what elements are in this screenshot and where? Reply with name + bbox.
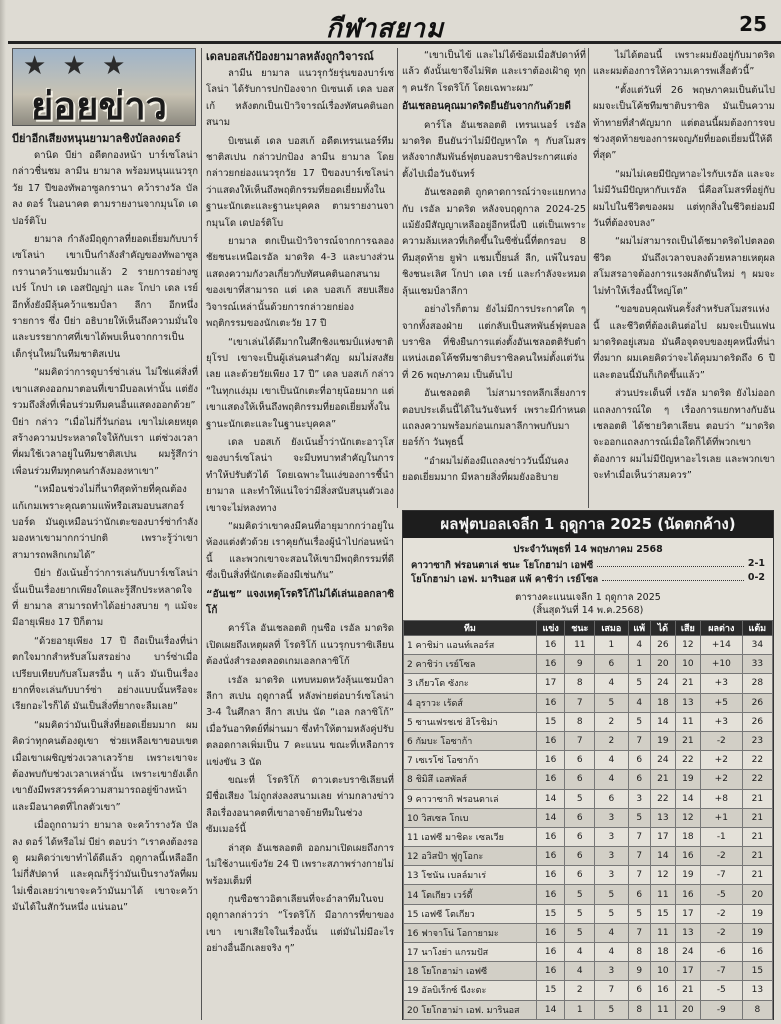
standings-column-header: ทีม [404,621,537,636]
article-paragraph: “เหมือนช่วงไม่กี่นาทีสุดท้ายที่คุณต้องแก้เกมเพราะคุณตามแพ้หรือเสมอบนสกอร์บอร์ด มันดูเหมือนว่านักเตะของบาร์ซ่ากำลังมองหาเขามากกว่าปกติ เพราะรู้ว่าเขาสามารถพลิกเกมได้” [12,484,198,561]
article-paragraph: “ผมไม่เคยมีปัญหาอะไรกับเรอัล และจะไม่มีวันมีปัญหากับเรอัล นี่คือสโมสรที่อยู่กับผมไปในชีวิตของผม แต่ทุกสิ่งในชีวิตย่อมมีวันที่ต้องจบลง” [593,168,775,230]
standings-stat-cell: 5 [565,904,595,923]
standings-stat-cell: +3 [700,712,742,731]
standings-stat-cell: 16 [536,962,565,981]
standings-heading [403,591,773,617]
standings-stat-cell: 9 [628,962,650,981]
article-paragraph: “ตั้งแต่วันที่ 26 พฤษภาคมเป็นต้นไป ผมจะเป็นโค้ชทีมชาติบราซิล มันเป็นความท้าทายที่สำคัญมาก แต่ตอนนี้ผมต้องการจบช่วงสุดท้ายของการผจญภัยที่ยอดเยี่ยมนี้ให้ดีที่สุด” [593,84,775,162]
standings-stat-cell: -9 [700,1000,742,1019]
article-paragraph: คาร์โล อันเชลอตติ กุนซือ เรอัล มาดริด เปิดเผยถึงเหตุผลที่ โรดริโก้ แนวรุกบราซิเลียน ต้องนั่งสำรองตลอดเกมเอลกลาซิโก้ [206,623,394,668]
article-villa-on-yamal [12,130,198,1022]
standings-stat-cell: 11 [650,923,675,942]
standings-stat-cell: 11 [650,885,675,904]
standings-stat-cell: 6 [628,981,650,1000]
standings-stat-cell: 17 [675,962,700,981]
standings-stat-cell: 15 [536,712,565,731]
standings-stat-cell: 22 [742,770,772,789]
match-teams: โยโกฮาม่า เอฟ. มารินอส แพ้ คาชิว่า เรย์โซล [411,574,599,585]
article-paragraph: อันเชลอตติ ไม่สามารถหลีกเลี่ยงการตอบประเด็นนี้ได้ในวันจันทร์ เพราะมีกำหนดแถลงความพร้อมก่อนเกมลาลีกาพบกับมายอร์ก้า วันพุธนี้ [402,388,586,449]
article-ancelotti-leaves [402,48,586,506]
standings-row [404,655,773,674]
standings-stat-cell: 3 [628,789,650,808]
article-paragraph: ไม่ได้ตอนนี้ เพราะผมยังอยู่กับมาดริด และผมต้องการให้ความเคารพเสื้อตัวนี้” [593,50,775,78]
article-paragraph: “เขาเป็นไข้ และไม่ได้ซ้อมเมื่อสัปดาห์ที่แล้ว ดังนั้นเขาจึงไม่ฟิต และเราต้องเฝ้าดู ทุก ๆ คนรัก โรดริโก้ โดยเฉพาะผม” [402,50,586,94]
standings-stat-cell: 6 [565,808,595,827]
standings-stat-cell: 24 [675,943,700,962]
article-paragraph: เรอัล มาดริด แทบหมดหวังลุ้นแชมป์ลา ลีกา สเปน ฤดูกาลนี้ หลังพ่ายต่อบาร์เซโลน่า 3-4 ในศึกลา ลีกา สเปน นัด “เอล กลาซิโก้” เมื่อวันอาทิตย์ที่ผ่านมา ซึ่งทำให้ตามหลังคู่ปรับตลอดกาลเพิ่มเป็น 7 คะแนน ขณะที่เหลือการแข่งขัน 3 นัด [206,674,394,768]
standings-stat-cell: 21 [742,847,772,866]
article-paragraph: “ขอขอบคุณพันครั้งสำหรับสโมสรแห่งนี้ และชีวิตที่ต้องเดินต่อไป ผมจะเป็นแฟนมาดริดอยู่เสมอ มันคือจุดจบของยุคหนึ่งที่น่าทึ่งมาก ผมเคยคิดว่าจะได้คุมมาดริดถึง 6 ปี และตอนนี้มันก็เกิดขึ้นแล้ว” [593,304,775,381]
article-paragraph: เดล บอสเก้ ยังเน้นย้ำว่านักเตะอาวุโสของบาร์เซโลน่า จะมีบทบาทสำคัญในการทำให้ปรับตัวได้ โดยเฉพาะในแง่ของการชี้นำยามาล และทำให้แน่ใจว่ามีสิ่งสนับสนุนตัวเองเขาจะไม่หลงทาง [206,436,394,514]
standings-stat-cell: -2 [700,923,742,942]
standings-stat-cell: 7 [565,693,595,712]
standings-stat-cell: 6 [565,751,595,770]
standings-stat-cell: +14 [700,636,742,655]
standings-stat-cell: 16 [536,866,565,885]
standings-team-cell: 13 โชนัน เบลล์มาเร่ [404,866,537,885]
article-paragraph: ขณะที่ โรดริโก้ ดาวเตะบราซิเลียนที่มีชื่อเสียง ไม่ถูกส่งลงสนามเลย ท่ามกลางข่าวลือเรื่องอนาคตที่เขาอาจย้ายทีมในช่วงซัมเมอร์นี้ [206,775,394,836]
standings-stat-cell: +2 [700,770,742,789]
standings-stat-cell: 18 [675,827,700,846]
results-title: ผลฟุตบอลเจลีก 1 ฤดูกาล 2025 (นัดตกค้าง) [403,511,773,538]
standings-stat-cell: 14 [650,847,675,866]
standings-stat-cell: -2 [700,904,742,923]
standings-stat-cell: 17 [536,674,565,693]
standings-stat-cell: 6 [628,770,650,789]
standings-team-cell: 2 คาชิว่า เรย์โซล [404,655,537,674]
standings-stat-cell: 4 [565,962,595,981]
standings-subtitle: (สิ้นสุดวันที่ 14 พ.ค.2568) [532,605,644,616]
standings-stat-cell: 16 [536,770,565,789]
standings-stat-cell: 2 [565,981,595,1000]
standings-stat-cell: 3 [595,808,628,827]
standings-team-cell: 1 คาชิม่า แอนท์เลอร์ส [404,636,537,655]
standings-team-cell: 5 ซานเฟรชเช่ ฮิโรชิม่า [404,712,537,731]
standings-row [404,827,773,846]
page-binding-shadow [0,0,6,1024]
standings-stat-cell: 21 [650,770,675,789]
standings-stat-cell: 11 [650,1000,675,1019]
standings-body [404,636,773,1020]
standings-stat-cell: 5 [595,1000,628,1019]
standings-stat-cell: 16 [742,943,772,962]
standings-stat-cell: 4 [628,636,650,655]
standings-team-cell: 10 วิสเซล โกเบ [404,808,537,827]
standings-stat-cell: 1 [595,636,628,655]
article-paragraph: “ผมไม่สามารถเป็นได้ชมาดริดไปตลอดชีวิต มันถึงเวลาจบลงด้วยหลายเหตุผล สโมสรอาจต้องการแรงผลักดันใหม่ ๆ ผมจะไม่ทำให้เรื่องนี้ใหญ่โต” [593,236,775,297]
standings-stat-cell: 3 [595,866,628,885]
standings-stat-cell: +1 [700,808,742,827]
standings-stat-cell: 20 [675,1000,700,1019]
standings-row [404,674,773,693]
standings-stat-cell: 13 [675,923,700,942]
article-paragraph: “อำผมไม่ต้องมีแถลงข่าววันนี้มันคงยอดเยี่ยมมาก มีหลายสิ่งที่ผมยังอธิบาย [402,455,569,484]
standings-stat-cell: 16 [650,981,675,1000]
article-paragraph: ล่าสุด อันเชลอตติ ออกมาเปิดเผยถึงการไม่ใช้งานแข้งวัย 24 ปี เพราะสภาพร่างกายไม่พร้อมเต็มที่ [206,842,394,887]
standings-stat-cell: 7 [565,731,595,750]
standings-stat-cell: 5 [565,923,595,942]
standings-column-header: ได้ [650,621,675,636]
standings-stat-cell: 15 [536,904,565,923]
article-paragraph: ลามีน ยามาล แนวรุกวัยรุ่นของบาร์เซโลน่า ได้รับการปกป้องจาก บิเซนเต้ เดล บอสเก้ หลังตกเป็นเป้าวิจารณ์เรื่องทัศนคตินอกสนาม [206,68,394,129]
standings-team-cell: 16 ฟาจาโน่ โอกายามะ [404,923,537,942]
standings-stat-cell: 4 [595,770,628,789]
standings-row [404,923,773,942]
standings-stat-cell: 4 [628,693,650,712]
standings-row [404,847,773,866]
section-title: กีฬาสยาม [326,14,444,44]
standings-stat-cell: 6 [595,655,628,674]
news-brief-logo [12,48,196,126]
standings-stat-cell: 13 [742,981,772,1000]
standings-stat-cell: 2 [595,731,628,750]
article-paragraph: คาร์โล อันเชลอตติ เทรนเนอร์ เรอัล มาดริด ยืนยันว่าไม่มีปัญหาใด ๆ กับสโมสรหลังจากสัมพันธ์ฟุตบอลบราซิลประกาศแต่งตั้งไปเมื่อวันจันทร์ [402,119,586,180]
standings-row [404,770,773,789]
page-header [8,6,781,44]
match-score: 0-2 [747,572,765,583]
standings-stat-cell: 7 [628,731,650,750]
standings-stat-cell: 34 [742,636,772,655]
standings-stat-cell: 15 [536,981,565,1000]
standings-stat-cell: 16 [675,847,700,866]
standings-stat-cell: 14 [536,808,565,827]
standings-stat-cell: 16 [536,827,565,846]
standings-stat-cell: 24 [650,751,675,770]
standings-stat-cell: 33 [742,655,772,674]
standings-header-row [404,621,773,636]
standings-stat-cell: -7 [700,962,742,981]
article-paragraph: เมื่อถูกถามว่า ยามาล จะคว้ารางวัล บัลลง ดอร์ ได้หรือไม่ บีย่า ตอบว่า “เราคงต้องรอดู ผมคิดว่าเขาทำได้ดีแล้ว ฤดูกาลนี้เหลืออีกไม่กี่สัปดาห์ และคุณก็รู้ว่ามันเป็นรางวัลที่ผมไม่เชื่อเลยว่าเขาจะคว้ามันมาได้ เขาจะคว้ามันได้ในสักวันหนึ่ง แน่นอน” [12,820,198,914]
standings-stat-cell: 21 [742,827,772,846]
article-paragraph: อันเชลอตติ ถูกคาดการณ์ว่าจะแยกทางกับ เรอัล มาดริด หลังจบฤดูกาล 2024-25 แม้ยังมีสัญญาเหลืออยู่อีกหนึ่งปี แต่เป็นเพราะความล้มเหลวที่เกิดขึ้นในซีซั่นนี้ที่ตกรอบ 8 ทีมสุดท้าย ยูฟ่า แชมเปี้ยนส์ ลีก, แพ้ในรอบชิงชนะเลิศ โกปา เดล เรย์ และกำลังจะหมดลุ้นแชมป์ลาลีกา [402,187,586,297]
standings-stat-cell: 21 [675,981,700,1000]
standings-stat-cell: 4 [595,923,628,942]
standings-column-header: เสมอ [595,621,628,636]
standings-stat-cell: 8 [565,712,595,731]
jleague-results-box [402,510,774,1020]
standings-stat-cell: 16 [536,923,565,942]
standings-stat-cell: 17 [675,904,700,923]
standings-stat-cell: 5 [595,904,628,923]
standings-stat-cell: +3 [700,674,742,693]
standings-stat-cell: 7 [628,847,650,866]
standings-row [404,751,773,770]
standings-stat-cell: 4 [565,943,595,962]
article-ancelotti-continued [593,48,775,506]
standings-stat-cell: 28 [742,674,772,693]
standings-team-cell: 4 อุราวะ เร้ดส์ [404,693,537,712]
article-paragraph: ดานิด บีย่า อดีตกองหน้า บาร์เซโลน่า กล่าวชื่นชม ลามีน ยามาล พร้อมหนุนแนวรุกวัย 17 ปีของทัพอาซูลกรานา คว้ารางวัล บัลลง ดอร์ ในอนาคต ตามรายงานจากมุนโด เดปอร์ติโบ [12,150,198,227]
standings-row [404,789,773,808]
article-paragraph: “เขาเล่นได้ดีมากในศึกชิงแชมป์แห่งชาติยุโรป เขาจะเป็นผู้เล่นคนสำคัญ ผมไม่สงสัยเลย และด้วยวัยเพียง 17 ปี” เดล บอสเก้ กล่าว “ในทุกแง่มุม เขาเป็นนักเตะที่อายุน้อยมาก แต่เขาแสดงให้เห็นถึงพฤติกรรมที่ยอดเยี่ยมทั้งในฐานะนักเตะและในฐานะบุคคล” [206,336,394,430]
standings-stat-cell: 16 [536,885,565,904]
standings-stat-cell: 9 [565,655,595,674]
standings-stat-cell: 22 [742,751,772,770]
standings-stat-cell: 15 [650,904,675,923]
article-paragraph: บิเซนเต้ เดล บอสเก้ อดีตเทรนเนอร์ทีมชาติสเปน กล่าวปกป้อง ลามีน ยามาล โดยกล่าวยกย่องแนวรุกวัย 17 ปีของบาร์เซโลน่าว่าแสดงให้เห็นถึงพฤติกรรมที่ยอดเยี่ยมทั้งในฐานะนักเตะและฐานะบุคคล ตามรายงานจากมุนโด เดปอร์ติโบ [206,135,394,229]
dotted-leader [602,572,744,581]
article-del-bosque-defends-yamal [206,48,394,1022]
standings-stat-cell: 6 [595,789,628,808]
standings-stat-cell: -5 [700,885,742,904]
standings-stat-cell: +5 [700,693,742,712]
standings-stat-cell: 4 [595,751,628,770]
standings-stat-cell: 23 [742,731,772,750]
standings-row [404,636,773,655]
standings-stat-cell: 7 [628,923,650,942]
standings-team-cell: 12 อวิสป้า ฟูกูโอกะ [404,847,537,866]
standings-stat-cell: +10 [700,655,742,674]
standings-team-cell: 20 โยโกฮาม่า เอฟ. มารินอส [404,1000,537,1019]
article-paragraph: ยามาล กำลังมีฤดูกาลที่ยอดเยี่ยมกับบาร์เซโลน่า เขาเป็นกำลังสำคัญของทัพอาซูลกรานาคว้าแชมป์มาแล้ว 2 รายการอย่างซูเปร์ โกปา เด เอสปัญญ่า และ โกปา เดล เรย์ อีกทั้งยังมีลุ้นคว้าแชมป์ลา ลีกา อีกหนึ่งรายการ ซึ่ง บีย่า อธิบายให้เห็นถึงความมั่นใจและบรรยากาศที่เขาได้พบเห็นจากการเป็นเด็กรุ่นใหม่ในทีมชาติสเปน [12,234,198,360]
standings-stat-cell: 3 [595,827,628,846]
standings-stat-cell: 10 [675,655,700,674]
standings-stat-cell: 6 [565,847,595,866]
standings-stat-cell: 26 [742,693,772,712]
article-paragraph: บีย่า ยังเน้นย้ำว่าการเล่นกับบาร์เซโลน่านั้นเป็นเรื่องยากเพียงใดและรู้สึกประหลาดใจที่ ยามาล สามารถทำได้อย่างสบาย ๆ แม้จะมีอายุเพียง 17 ปีก็ตาม [12,568,198,629]
standings-team-cell: 17 นาโงย่า แกรมปัส [404,943,537,962]
standings-team-cell: 18 โยโกฮาม่า เอฟซี [404,962,537,981]
standings-stat-cell: 6 [628,751,650,770]
standings-team-cell: 9 คาวาซากิ ฟรอนตาเล่ [404,789,537,808]
standings-stat-cell: 5 [628,808,650,827]
standings-stat-cell: 17 [650,827,675,846]
standings-stat-cell: 19 [742,923,772,942]
standings-team-cell: 15 เอฟซี โตเกียว [404,904,537,923]
standings-stat-cell: 13 [675,693,700,712]
column-divider [201,48,202,1020]
standings-stat-cell: -7 [700,866,742,885]
standings-row [404,693,773,712]
standings-stat-cell: 5 [595,693,628,712]
standings-stat-cell: 13 [650,808,675,827]
standings-team-cell: 3 เกียวโต ซังกะ [404,674,537,693]
standings-team-cell: 14 โตเกียว เวร์ดี้ [404,885,537,904]
standings-stat-cell: 18 [650,693,675,712]
standings-stat-cell: 16 [536,636,565,655]
standings-row [404,904,773,923]
standings-stat-cell: 21 [675,674,700,693]
standings-team-cell: 11 เอฟซี มาชิดะ เซลเวีย [404,827,537,846]
standings-stat-cell: 21 [675,731,700,750]
standings-stat-cell: -1 [700,827,742,846]
standings-stat-cell: 22 [675,751,700,770]
star-icons: ★ ★ ★ [23,51,130,81]
standings-stat-cell: 21 [742,866,772,885]
standings-stat-cell: 10 [650,962,675,981]
standings-row [404,808,773,827]
standings-stat-cell: 14 [675,789,700,808]
standings-stat-cell: 1 [565,1000,595,1019]
standings-stat-cell: 11 [565,636,595,655]
standings-row [404,731,773,750]
standings-stat-cell: 14 [536,1000,565,1019]
article-paragraph: อย่างไรก็ตาม ยังไม่มีการประกาศใด ๆ จากทั้งสองฝ่าย แต่กลับเป็นสหพันธ์ฟุตบอลบราซิล ที่ชิงยืนการแต่งตั้งอันเชลอตติรับตำแหน่งเฮดโค้ชทีมชาติบราซิลคนใหม่ตั้งแต่วันที่ 26 พฤษภาคม เป็นต้นไป [402,304,586,381]
standings-stat-cell: 1 [628,655,650,674]
standings-stat-cell: 19 [650,731,675,750]
standings-stat-cell: 7 [628,866,650,885]
standings-stat-cell: 6 [565,866,595,885]
standings-column-header: แข่ง [536,621,565,636]
article-paragraph: ยามาล ตกเป็นเป้าวิจารณ์จากการฉลองชัยชนะเหนือเรอัล มาดริด 4-3 และบางส่วนแสดงความกังวลเกี่ยวกับทัศนคตินอกสนามของเขาที่สามารถ แต่ เดล บอสเก้ สยบเสียงวิจารณ์เหล่านั้นด้วยการกล่าวยกย่องพฤติกรรมของนักเตะวัย 17 ปี [206,236,394,330]
article-paragraph: “ผมคิดว่าการดูบาร์ซ่าเล่น ไม่ใช่แค่สิ่งที่เขาแสดงออกมาตอนที่เขามีบอลเท่านั้น แต่ยังรวมถึงสิ่งที่เพื่อนร่วมทีมคนอื่นแสดงออกด้วย” บีย่า กล่าว “เมื่อไม่กี่วันก่อน เขาไม่เคยหยุดสร้างความประหลาดใจให้กับเรา แต่ช่วงเวลาที่ผมใช้เวลาอยู่ในทีมชาติสเปน ผมรู้สึกว่าเพื่อนร่วมทีมทุกคนกำลังมองหาเขา” [12,367,198,477]
article-paragraph: กุนซือชาวอิตาเลียนที่จะอำลาทีมในจบฤดูกาลกล่าวว่า “โรดริโก้ มีอาการที่ขาของเขา เขาเสียใจในเรื่องนั้น แต่มันไม่มีอะไรอย่างอื่นอีกเลยจริง ๆ” [206,893,394,955]
article-subheadline: อันเชลอนคุณมาดริดยืนยันจากกันด้วยดี [402,101,571,113]
standings-stat-cell: 6 [565,827,595,846]
standings-stat-cell: -2 [700,847,742,866]
article-paragraph: “ด้วยอายุเพียง 17 ปี ถือเป็นเรื่องที่น่าตกใจมากสำหรับสโมสรอย่าง บาร์ซ่าเมื่อเปรียบเทียบกับสโมสรอื่น ๆ แล้ว มันเป็นเรื่องยากที่จะเล่นกับบาร์ซ่า อย่างแบบนั้นหรือจะเรียกอะไรก็ได้ มันเป็นสิ่งที่ยากจะลืมเลย” [12,635,198,713]
standings-stat-cell: -5 [700,981,742,1000]
standings-stat-cell: 5 [628,674,650,693]
column-divider [588,48,589,508]
standings-stat-cell: 4 [595,943,628,962]
standings-stat-cell: 16 [536,751,565,770]
standings-team-cell: 6 กัมบะ โอซาก้า [404,731,537,750]
standings-stat-cell: 7 [628,827,650,846]
standings-column-header: ชนะ [565,621,595,636]
standings-row [404,943,773,962]
article-subheadline: “อันเช” แจงเหตุโรดริโก้ไม่ได้เล่นเอลกลาซิโก้ [206,588,394,616]
standings-column-header: ผลต่าง [700,621,742,636]
standings-stat-cell: 21 [742,789,772,808]
standings-stat-cell: 26 [742,712,772,731]
standings-stat-cell: 4 [595,674,628,693]
article-paragraph: “ผมคิดว่ามันเป็นสิ่งที่ยอดเยี่ยมมาก ผมคิดว่าทุกคนต้องดูเขา ช่วยเหลือเขาขอบเขตเมื่อเขาเผชิญช่วงเวลาเลวร้าย เพราะเขาจะต้องพบกับช่วงเวลาเหล่านั้น เพราะเขายังเด็ก เขายังมีพรสวรรค์ความสามารถอยู่ข้างหน้าและมีอนาคตที่ไกลตัวเขา” [12,719,198,813]
standings-stat-cell: 21 [742,808,772,827]
standings-stat-cell: 16 [536,847,565,866]
standings-row [404,712,773,731]
standings-stat-cell: 26 [650,636,675,655]
standings-stat-cell: 22 [650,789,675,808]
column-divider [397,48,398,508]
standings-table [403,620,773,1020]
standings-stat-cell: 20 [650,655,675,674]
article-paragraph: “ผมคิดว่าเขาคงมีคนที่อายุมากกว่าอยู่ในห้องแต่งตัวด้วย เราคุยกันเรื่องผู้นำไปก่อนหน้านี้ และพวกเขาจะสอนให้เขามีพฤติกรรมที่ดี ซึ่งเป็นสิ่งที่นักเตะต้องมีเช่นกัน” [206,520,394,582]
article-headline: เดลบอสเก้ป้องยามาลหลังถูกวิจารณ์ [206,50,374,63]
standings-stat-cell: -6 [700,943,742,962]
standings-column-header: แต้ม [742,621,772,636]
standings-row [404,866,773,885]
standings-stat-cell: 5 [565,789,595,808]
standings-stat-cell: 15 [742,962,772,981]
standings-stat-cell: 16 [675,885,700,904]
standings-stat-cell: 18 [650,943,675,962]
standings-stat-cell: 12 [675,808,700,827]
standings-stat-cell: 14 [650,712,675,731]
standings-row [404,962,773,981]
standings-team-cell: 8 ชิมิสึ เอสพัลส์ [404,770,537,789]
match-score: 2-1 [747,558,765,569]
standings-column-header: แพ้ [628,621,650,636]
standings-stat-cell: 19 [675,770,700,789]
standings-stat-cell: 8 [742,1000,772,1019]
standings-stat-cell: 6 [565,770,595,789]
standings-stat-cell: +8 [700,789,742,808]
dotted-leader [597,558,744,567]
standings-stat-cell: 3 [595,962,628,981]
standings-stat-cell: 12 [650,866,675,885]
standings-stat-cell: 11 [675,712,700,731]
standings-title: ตารางคะแนนเจลีก 1 ฤดูกาล 2025 [515,592,661,603]
match-result [403,571,773,585]
standings-stat-cell: 20 [742,885,772,904]
standings-stat-cell: 7 [595,981,628,1000]
standings-column-header: เสีย [675,621,700,636]
standings-stat-cell: 5 [595,885,628,904]
standings-stat-cell: -2 [700,731,742,750]
standings-stat-cell: 16 [536,731,565,750]
standings-row [404,885,773,904]
standings-stat-cell: 8 [628,943,650,962]
match-date: ประจำวันพุธที่ 14 พฤษภาคม 2568 [513,544,663,555]
standings-stat-cell: 24 [650,674,675,693]
page-number: 25 [739,12,767,36]
standings-row [404,981,773,1000]
standings-stat-cell: 8 [565,674,595,693]
standings-stat-cell: 2 [595,712,628,731]
standings-stat-cell: 3 [595,847,628,866]
standings-stat-cell: +2 [700,751,742,770]
standings-stat-cell: 12 [675,636,700,655]
match-teams: คาวาซากิ ฟรอนตาเล่ ชนะ โยโกฮาม่า เอฟซี [411,560,594,571]
standings-team-cell: 7 เซเรโซ่ โอซาก้า [404,751,537,770]
standings-stat-cell: 16 [536,655,565,674]
standings-stat-cell: 19 [742,904,772,923]
standings-stat-cell: 14 [536,789,565,808]
match-result [403,557,773,571]
standings-stat-cell: 19 [675,866,700,885]
standings-row [404,1000,773,1019]
standings-stat-cell: 5 [628,904,650,923]
article-headline: บีย่าอีกเสียงหนุนยามาลชิงบัลลงดอร์ [12,132,181,145]
standings-stat-cell: 6 [628,885,650,904]
standings-stat-cell: 16 [536,943,565,962]
article-paragraph: ส่วนประเด็นที่ เรอัล มาดริด ยังไม่ออกแถลงการณ์ใด ๆ เรื่องการแยกทางกับอันเชลอตติ ได้ชายวิตาเลียน ตอบว่า “มาดริดจะออกแถลงการณ์เมื่อใดก็ได้ที่พวกเขาต้องการ ผมไม่มีปัญหาอะไรเลย และพวกเขาจะทำเมื่อเห็นว่าสมควร” [593,388,775,482]
standings-team-cell: 19 อัลบิเร็กซ์ นีงะตะ [404,981,537,1000]
standings-stat-cell: 16 [536,693,565,712]
standings-stat-cell: 5 [565,885,595,904]
standings-stat-cell: 8 [628,1000,650,1019]
standings-stat-cell: 5 [628,712,650,731]
logo-text: ย่อยข่าว [31,83,168,126]
